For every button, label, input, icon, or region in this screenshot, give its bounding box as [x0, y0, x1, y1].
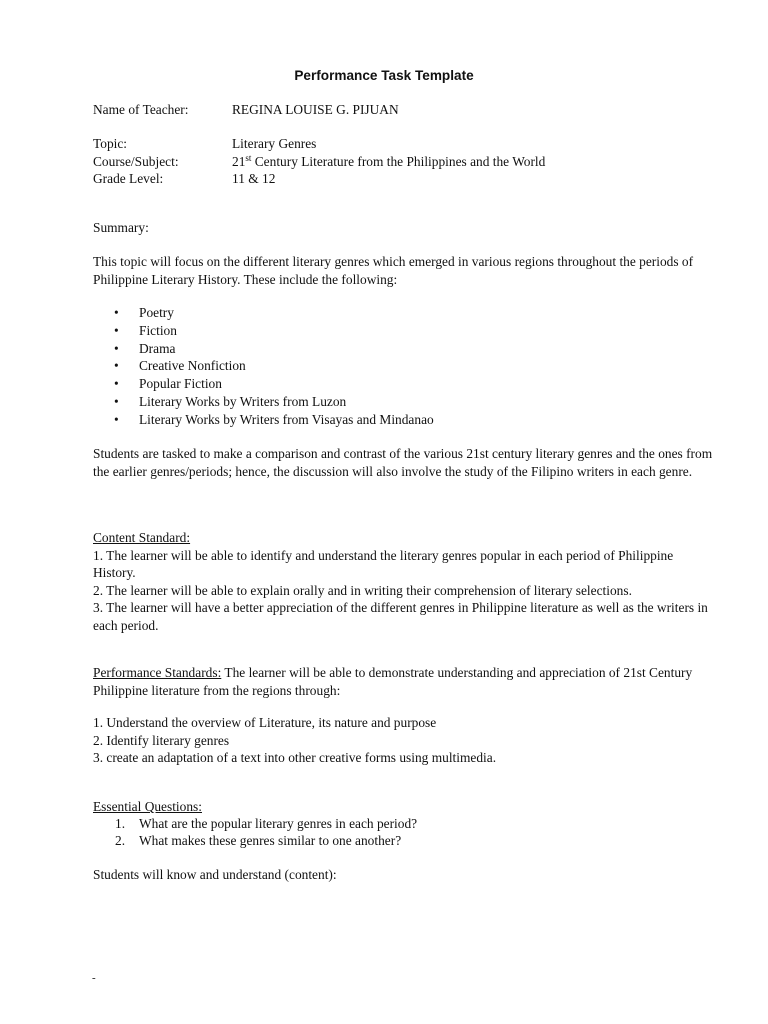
list-item: • Poetry — [93, 304, 434, 322]
teacher-label: Name of Teacher: — [93, 102, 189, 117]
performance-standards-list — [93, 714, 713, 767]
performance-standards-heading: Performance Standards: — [93, 665, 222, 680]
know-understand-line: Students will know and understand (content): — [93, 867, 337, 882]
performance-standards-section — [93, 664, 713, 699]
list-item: • Fiction — [93, 322, 434, 340]
summary-text: This topic will focus on the different literary genres which emerged in various regions throughout the periods of Philippine Literary History. These include the following: — [93, 254, 694, 287]
content-standard-section — [93, 529, 713, 634]
task-description: Students are tasked to make a comparison and contrast of the various 21st century literary genres and the ones from the earlier genres/periods; hence, the discussion will also involve the study of the Filipino writers in each genre. — [93, 446, 713, 479]
list-item: • Creative Nonfiction — [93, 357, 434, 375]
question-text: What makes these genres similar to one another? — [139, 833, 402, 848]
essential-questions-list — [93, 815, 417, 849]
list-item: • Literary Works by Writers from Luzon — [93, 393, 434, 411]
performance-standard-item: 2. Identify literary genres — [93, 732, 230, 748]
footer-mark: - — [92, 972, 96, 984]
list-item — [93, 832, 417, 849]
question-number: 1. — [115, 816, 126, 831]
course-value — [232, 153, 545, 171]
content-standard-item: 1. The learner will be able to identify and understand the literary genres popular in each period of Philippine History. — [93, 547, 674, 580]
grade-label: Grade Level: — [93, 171, 164, 186]
course-value-rest: Century Literature from the Philippines and the World — [251, 154, 546, 169]
summary-label: Summary: — [93, 220, 149, 235]
page-title: Performance Task Template — [294, 68, 474, 83]
performance-standard-item: 1. Understand the overview of Literature, its nature and purpose — [93, 715, 437, 730]
performance-standards-intro: The learner will be able to demonstrate understanding and appreciation of 21st Century Philippine literature from the regions through: — [93, 665, 693, 698]
list-item: • Popular Fiction — [93, 375, 434, 393]
course-value-superscript: st — [245, 153, 252, 163]
grade-value: 11 & 12 — [232, 171, 276, 186]
teacher-value: REGINA LOUISE G. PIJUAN — [232, 102, 399, 117]
performance-standards-paragraph — [93, 664, 713, 699]
topic-value: Literary Genres — [232, 136, 317, 151]
course-label: Course/Subject: — [93, 154, 179, 169]
list-item: • Literary Works by Writers from Visayas and Mindanao — [93, 411, 434, 429]
course-value-number: 21 — [232, 154, 246, 169]
question-number: 2. — [115, 833, 126, 848]
content-standard-heading: Content Standard: — [93, 530, 191, 545]
performance-standard-item: 3. create an adaptation of a text into other creative forms using multimedia. — [93, 750, 497, 765]
content-standard-item: 3. The learner will have a better appreciation of the different genres in Philippine literature as well as the writers in each period. — [93, 600, 708, 633]
essential-questions-heading: Essential Questions: — [93, 799, 202, 814]
list-item — [93, 815, 417, 832]
question-text: What are the popular literary genres in each period? — [139, 816, 418, 831]
content-standard-item: 2. The learner will be able to explain orally and in writing their comprehension of literary selections. — [93, 582, 632, 598]
topic-label: Topic: — [93, 136, 128, 151]
genre-list — [93, 304, 434, 429]
list-item: • Drama — [93, 340, 434, 358]
